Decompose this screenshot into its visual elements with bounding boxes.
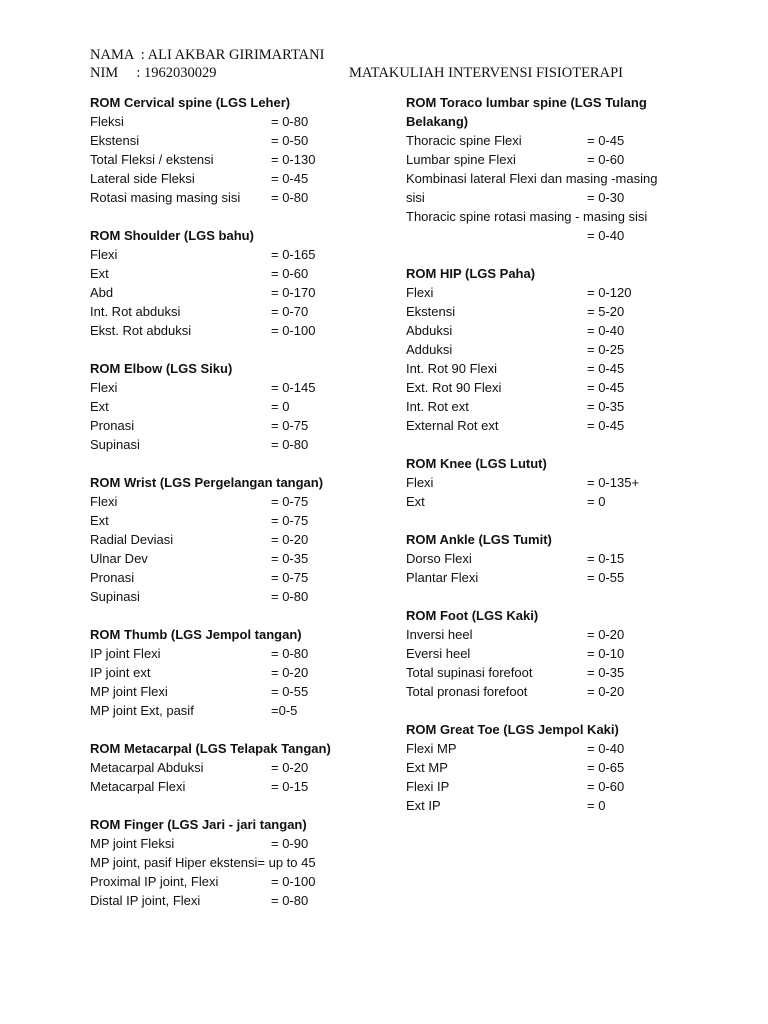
range-value: = 0-20 (587, 684, 625, 699)
movement-label: Flexi (406, 475, 434, 490)
movement-label: External Rot ext (406, 418, 499, 433)
range-value: = 0-80 (271, 114, 309, 129)
movement-label: Flexi MP (406, 741, 457, 756)
rom-row (406, 283, 706, 302)
rom-row (90, 169, 430, 188)
movement-label: Ext (90, 399, 109, 414)
rom-row (90, 321, 430, 340)
section-title: ROM Thumb (LGS Jempol tangan) (90, 627, 302, 642)
range-value: = 0-100 (271, 874, 316, 889)
movement-label: Ekstensi (406, 304, 456, 319)
range-value: = 0-60 (587, 779, 625, 794)
range-value: = 0-60 (271, 266, 309, 281)
movement-label: MP joint Flexi (90, 684, 168, 699)
range-value: = 5-20 (587, 304, 625, 319)
range-value: = 0-30 (587, 190, 625, 205)
movement-label: Ekstensi (90, 133, 140, 148)
range-value: = 0-40 (587, 228, 625, 243)
range-value: = 0-20 (271, 532, 309, 547)
section-title: ROM Ankle (LGS Tumit) (406, 532, 552, 547)
movement-label: MP joint Ext, pasif (90, 703, 194, 718)
movement-label: Int. Rot abduksi (90, 304, 181, 319)
rom-row (406, 359, 706, 378)
rom-row (90, 587, 430, 606)
rom-section (90, 226, 430, 340)
rom-section (90, 739, 430, 796)
movement-label: Ekst. Rot abduksi (90, 323, 192, 338)
rom-row (406, 796, 706, 815)
movement-label: Proximal IP joint, Flexi (90, 874, 219, 889)
movement-label: Ext (90, 513, 109, 528)
rom-row (90, 663, 430, 682)
rom-row (406, 188, 706, 207)
range-value: = 0-15 (271, 779, 309, 794)
section-title: ROM Elbow (LGS Siku) (90, 361, 233, 376)
range-value: = 0-10 (587, 646, 625, 661)
movement-label: Ext (406, 494, 425, 509)
range-value: = 0-35 (587, 665, 625, 680)
rom-section (90, 815, 430, 910)
range-value: = 0-55 (271, 684, 309, 699)
movement-label: Rotasi masing masing sisi (90, 190, 241, 205)
movement-label: Metacarpal Flexi (90, 779, 186, 794)
rom-row (90, 397, 430, 416)
rom-row (406, 340, 706, 359)
movement-label: Eversi heel (406, 646, 471, 661)
rom-row (90, 834, 430, 853)
rom-row (406, 549, 706, 568)
movement-label: Int. Rot ext (406, 399, 469, 414)
rom-section (406, 606, 706, 701)
movement-label: Dorso Flexi (406, 551, 472, 566)
movement-label: Radial Deviasi (90, 532, 174, 547)
range-value: = 0-15 (587, 551, 625, 566)
rom-row (90, 131, 430, 150)
movement-label: Total pronasi forefoot (406, 684, 528, 699)
movement-label: Metacarpal Abduksi (90, 760, 204, 775)
movement-label: Flexi (90, 247, 118, 262)
rom-row (90, 283, 430, 302)
range-value: = 0-145 (271, 380, 316, 395)
student-name: NAMA : ALI AKBAR GIRIMARTANI (90, 47, 325, 63)
movement-label: MP joint, pasif Hiper ekstensi= up to 45 (90, 855, 316, 870)
movement-label: IP joint Flexi (90, 646, 161, 661)
section-title: ROM Finger (LGS Jari - jari tangan) (90, 817, 307, 832)
rom-row (90, 302, 430, 321)
range-value: = 0-50 (271, 133, 309, 148)
range-value: = 0-45 (587, 133, 625, 148)
range-value: = 0-45 (271, 171, 309, 186)
rom-row (406, 758, 706, 777)
rom-section (406, 720, 706, 815)
rom-row (406, 226, 706, 245)
movement-label: Ext MP (406, 760, 448, 775)
rom-row (90, 682, 430, 701)
section-title: ROM Great Toe (LGS Jempol Kaki) (406, 722, 619, 737)
range-value: = 0-35 (271, 551, 309, 566)
range-value: = 0-100 (271, 323, 316, 338)
rom-row (406, 739, 706, 758)
range-value: = 0-20 (271, 665, 309, 680)
movement-label: sisi (406, 190, 425, 205)
range-value: = 0-20 (271, 760, 309, 775)
rom-row (90, 758, 430, 777)
rom-row (406, 150, 706, 169)
rom-row (406, 568, 706, 587)
movement-label: Thoracic spine Flexi (406, 133, 522, 148)
movement-label: Abd (90, 285, 114, 300)
movement-label: Adduksi (406, 342, 453, 357)
range-value: = 0-45 (587, 380, 625, 395)
rom-row (406, 321, 706, 340)
rom-row (406, 416, 706, 435)
movement-label: Pronasi (90, 418, 135, 433)
rom-row (90, 264, 430, 283)
range-value: = 0-120 (587, 285, 632, 300)
rom-row (90, 777, 430, 796)
rom-row (90, 245, 430, 264)
section-title: ROM Toraco lumbar spine (LGS Tulang Belakang) (406, 95, 647, 129)
range-value: = 0-35 (587, 399, 625, 414)
range-value: = 0 (587, 798, 606, 813)
course-title: MATAKULIAH INTERVENSI FISIOTERAPI (349, 65, 623, 81)
movement-label: Ext IP (406, 798, 441, 813)
movement-label: Ext. Rot 90 Flexi (406, 380, 502, 395)
rom-row (406, 644, 706, 663)
movement-label: Flexi (90, 494, 118, 509)
movement-label: Lumbar spine Flexi (406, 152, 516, 167)
range-value: = 0-80 (271, 190, 309, 205)
rom-row (406, 131, 706, 150)
range-value: = 0-75 (271, 494, 309, 509)
rom-section (90, 93, 430, 207)
range-value: = 0-45 (587, 361, 625, 376)
section-title: ROM Wrist (LGS Pergelangan tangan) (90, 475, 324, 490)
rom-section (90, 625, 430, 720)
rom-row (406, 777, 706, 796)
range-value: = 0-80 (271, 646, 309, 661)
rom-row (90, 568, 430, 587)
rom-row (90, 188, 430, 207)
movement-label: Inversi heel (406, 627, 473, 642)
range-value: = 0-170 (271, 285, 316, 300)
movement-label: Pronasi (90, 570, 135, 585)
rom-row (90, 112, 430, 131)
rom-row (406, 473, 706, 492)
movement-label: Distal IP joint, Flexi (90, 893, 201, 908)
rom-row (406, 169, 706, 188)
range-value: = 0-75 (271, 418, 309, 433)
movement-label: Abduksi (406, 323, 453, 338)
rom-section (406, 93, 706, 245)
movement-label: Total supinasi forefoot (406, 665, 533, 680)
movement-label: Lateral side Fleksi (90, 171, 195, 186)
range-value: = 0-135+ (587, 475, 640, 490)
student-nim: NIM : 1962030029 (90, 65, 217, 81)
rom-row (90, 378, 430, 397)
range-value: = 0-20 (587, 627, 625, 642)
movement-label: Total Fleksi / ekstensi (90, 152, 214, 167)
rom-row (90, 644, 430, 663)
movement-label: MP joint Fleksi (90, 836, 175, 851)
rom-row (90, 511, 430, 530)
range-value: = 0-90 (271, 836, 309, 851)
rom-row (90, 549, 430, 568)
range-value: = 0-25 (587, 342, 625, 357)
rom-section (90, 473, 430, 606)
rom-row (90, 530, 430, 549)
range-value: = 0-80 (271, 589, 309, 604)
movement-label: Ext (90, 266, 109, 281)
left-column (90, 93, 430, 929)
rom-row (90, 150, 430, 169)
range-value: = 0-75 (271, 513, 309, 528)
rom-row (406, 625, 706, 644)
rom-row (406, 663, 706, 682)
rom-row (406, 492, 706, 511)
section-title: ROM Knee (LGS Lutut) (406, 456, 547, 471)
movement-label: IP joint ext (90, 665, 151, 680)
section-title: ROM Metacarpal (LGS Telapak Tangan) (90, 741, 331, 756)
range-value: = 0-130 (271, 152, 316, 167)
range-value: = 0-80 (271, 437, 309, 452)
range-value: = 0-45 (587, 418, 625, 433)
movement-label: Fleksi (90, 114, 124, 129)
movement-label: Flexi (90, 380, 118, 395)
right-column (406, 93, 706, 834)
rom-row (406, 378, 706, 397)
rom-section (90, 359, 430, 454)
range-value: = 0-75 (271, 570, 309, 585)
rom-row (90, 701, 430, 720)
movement-label: Supinasi (90, 437, 140, 452)
rom-section (406, 454, 706, 511)
movement-label: Flexi (406, 285, 434, 300)
range-value: = 0-165 (271, 247, 316, 262)
range-value: = 0-60 (587, 152, 625, 167)
movement-label: Kombinasi lateral Flexi dan masing -masing (406, 171, 658, 186)
range-value: = 0-70 (271, 304, 309, 319)
movement-label: Ulnar Dev (90, 551, 148, 566)
rom-row (406, 302, 706, 321)
range-value: = 0 (271, 399, 290, 414)
range-value: = 0 (587, 494, 606, 509)
rom-row (406, 682, 706, 701)
movement-label: Thoracic spine rotasi masing - masing sisi (406, 209, 648, 224)
rom-row (90, 492, 430, 511)
section-title: ROM Shoulder (LGS bahu) (90, 228, 254, 243)
movement-label: Flexi IP (406, 779, 450, 794)
range-value: = 0-40 (587, 323, 625, 338)
rom-row (90, 435, 430, 454)
range-value: = 0-80 (271, 893, 309, 908)
rom-section (406, 264, 706, 435)
section-title: ROM HIP (LGS Paha) (406, 266, 536, 281)
rom-section (406, 530, 706, 587)
movement-label: Supinasi (90, 589, 140, 604)
movement-label: Plantar Flexi (406, 570, 479, 585)
range-value: =0-5 (271, 703, 298, 718)
rom-row (90, 853, 430, 872)
rom-row (90, 891, 430, 910)
movement-label: Int. Rot 90 Flexi (406, 361, 498, 376)
rom-row (406, 207, 706, 226)
range-value: = 0-65 (587, 760, 625, 775)
range-value: = 0-55 (587, 570, 625, 585)
section-title: ROM Cervical spine (LGS Leher) (90, 95, 291, 110)
section-title: ROM Foot (LGS Kaki) (406, 608, 539, 623)
rom-row (90, 872, 430, 891)
range-value: = 0-40 (587, 741, 625, 756)
rom-row (406, 397, 706, 416)
rom-row (90, 416, 430, 435)
